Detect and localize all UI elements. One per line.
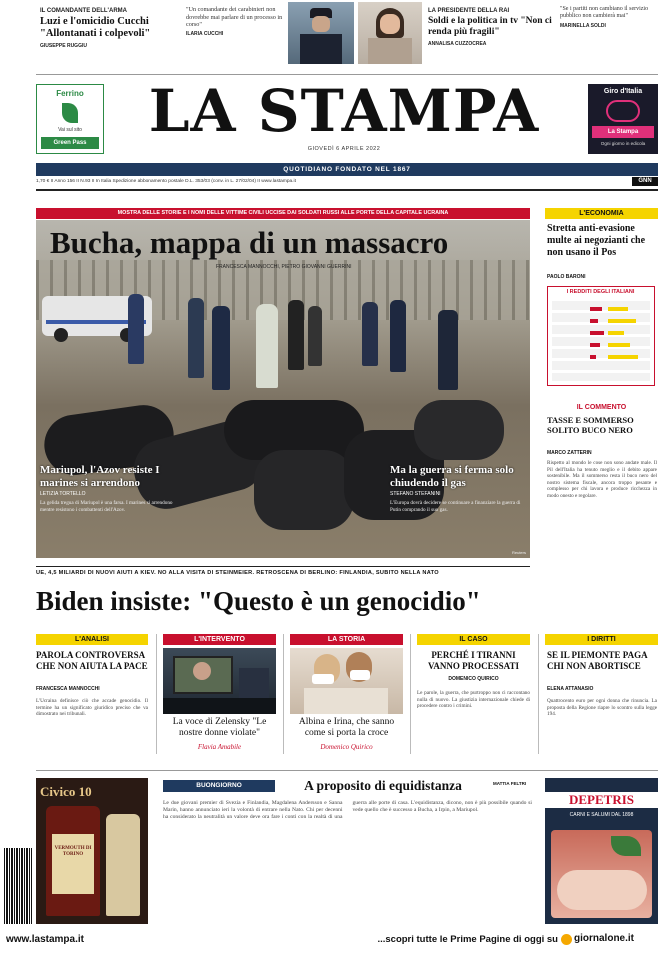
sub-story-author: STEFANO STEFANINI [390,491,441,497]
col4-title[interactable]: PERCHÉ I TIRANNI VANNO PROCESSATI [428,650,519,671]
col5-author: ELENA ATTANASIO [547,686,594,692]
sub-story-text: L'Europa dovrà decidere se continuare a finanziare la guerra di Putin comprando il suo gas. [390,500,521,513]
footer-right-text: ...scopri tutte le Prime Pagine di oggi su [377,934,558,945]
cyclist-icon [606,100,640,122]
top-item-label: IL COMANDANTE DELL'ARMA [40,8,127,14]
divider [36,74,658,75]
sub-story-text: La gelida tregua di Mariupol è una farsa. I marines si arrendono mentre resistono i combattenti dell'Azov. [40,500,173,513]
divider [36,189,658,191]
main-photo[interactable] [36,220,530,558]
col4-author: DOMENICO QUIRICO [448,676,499,682]
sidebar-author: PAOLO BARONI [547,274,586,280]
giornalone-icon [561,934,572,945]
issue-info: 1,70 € II Anno 156 II N.93 II In Italia Spedizione abbonamento postale D.L. 353/03 (conv. in L. 27/02/04) II www.lastampa.it [36,179,296,184]
sidebar-title[interactable]: Stretta anti-evasione multe ai negozianti che non usano il Pos [547,223,646,258]
sirona-bottle [106,814,140,916]
col3-author: Domenico Quirico [320,743,373,751]
top-item-1[interactable] [40,8,180,49]
top-item-4[interactable] [560,6,656,29]
income-chart-rows [552,301,650,381]
col1-text: L'Ucraina definisce ciò che accade genocidio. Il termine ha un significato giuridico preciso che va dimostrato nei tribunali. [36,698,148,718]
col3-label: LA STORIA [290,634,403,645]
divider [410,634,411,754]
buongiorno-title: A proposito di equidistanza [304,778,462,793]
col2-author: Flavia Amabile [197,743,242,751]
col4-text: Le parole, la guerra, che purtroppo non ci raccontano nulla di nuovo. La giustizia internazionale chiede di procedere contro i crimini. [417,690,530,710]
comment-label: IL COMMENTO [545,402,658,413]
leaf-icon [62,103,78,123]
top-item-author: ANNALISA CUZZOCREA [428,41,487,47]
main-byline: FRANCESCA MANNOCCHI, PIETRO GIOVANNI GUERRINI [216,264,352,270]
founded-bar: QUOTIDIANO FONDATO NEL 1867 [36,163,658,176]
col4-label: IL CASO [417,634,530,645]
masthead-date: GIOVEDÌ 6 APRILE 2022 [307,146,381,152]
col2-title[interactable]: La voce di Zelensky "Le nostre donne violate" [172,717,267,738]
footer-brand[interactable]: giornalone.it [574,933,634,944]
top-strip [36,0,658,72]
income-chart-label: I REDDITI DEGLI ITALIANI [566,289,635,295]
barcode [4,848,32,924]
divider [36,566,530,567]
top-item-quote: "Un comandante dei carabinieri non dovrebbe mai parlare di un processo in corso" [186,6,283,29]
buongiorno-author: MATTIA FELTRI [493,781,527,786]
big-headline[interactable]: Biden insiste: "Questo è un genocidio" [36,586,481,616]
depetris-brand: DEPETRIS [545,792,658,808]
left-ad-line: Green Pass [41,137,99,149]
carabiniere-photo [288,2,354,64]
divider [283,634,284,754]
civico-brand: Civico 10 [40,784,92,799]
masthead-title[interactable]: LA STAMPA [148,77,540,145]
left-ad-line2: Vai sul sito [58,127,82,133]
left-ad-box[interactable] [36,84,104,154]
mid-line: UE, 4,5 MILIARDI DI NUOVI AIUTI A KIEV. NO ALLA VISITA DI STEINMEIER. RETROSCENA DI BERLINO: FINLANDIA, SUBITO NELLA NATO [36,570,439,576]
col2-label: L'INTERVENTO [163,634,276,645]
col5-title[interactable]: SE IL PIEMONTE PAGA CHI NON ABORTISCE [547,650,648,671]
sub-story-title: Mariupol, l'Azov resiste I marines si arrendono [40,464,160,489]
top-item-title: Soldi e la politica in tv "Non ci renda più fragili" [428,16,552,37]
sidebar-label: L'ECONOMIA [545,208,658,219]
sub-story-title: Ma la guerra si ferma solo chiudendo il gas [390,464,514,489]
depetris-line: CARNI E SALUMI DAL 1898 [569,812,634,818]
sub-story-author: LETIZIA TORTELLO [40,491,86,497]
right-ad-line2: Ogni giorno in edicola [600,141,646,146]
salami-photo [551,830,652,918]
divider [538,634,539,754]
comment-title[interactable]: TASSE E SOMMERSO SOLITO BUCO NERO [547,415,634,435]
top-item-3[interactable] [428,8,558,47]
left-ad-brand: Ferrino [56,89,84,98]
buongiorno-label: BUONGIORNO [163,780,275,792]
divider [156,634,157,754]
vermouth-bottle [46,806,100,916]
buongiorno-text: Le due giovani premier di Svezia e Finlandia, Magdalena Andersson e Sanna Marin, hanno annunciato ieri la volontà di entrare nella Nato. Chi per decenni ha considerato la neutralità un valore deve ora fare i conti con la realtà di una guerra alle porte di casa. L'equidistanza, dicono, non è più possibile quando si vede quello che è successo a Bucha, a Irpin, a Mariupol. [163,800,532,821]
presidente-rai-photo [358,2,422,64]
col1-label: L'ANALISI [36,634,148,645]
sub-story-2[interactable] [390,464,526,548]
photo-credit: Reuters [511,550,526,555]
comment-text: Rispetto al mondo le cose non sono andate male. Il Pil dell'Italia ha tenuto meglio e il debito appare sostenibile. Ma il sommerso resta il buco nero del nostro sistema fiscale, ancora troppo pesante e complesso per chi lavora e produce ricchezza in modo onesto e regolare. [547,460,657,499]
buongiorno-column[interactable] [163,778,532,926]
civico-line: VERMOUTH DI TORINO [54,846,92,857]
top-item-author: MARINELLA SOLDI [560,22,606,29]
comment-author: MARCO ZATTERIN [547,450,592,456]
right-ad-line: La Stampa [592,126,654,138]
income-chart-box [547,286,655,386]
top-item-title: Luzi e l'omicidio Cucchi "Allontanati i colpevoli" [40,16,151,39]
main-headline[interactable]: Bucha, mappa di un massacro [50,225,449,260]
col3-title[interactable]: Albina e Irina, che sanno come si porta la croce [298,717,395,738]
albina-irina-photo [290,648,403,714]
top-item-label: LA PRESIDENTE DELLA RAI [428,8,510,14]
col5-label: I DIRITTI [545,634,658,645]
gnn-logo: GNN [632,177,658,186]
top-item-author: ILARIA CUCCHI [186,30,224,37]
main-banner: MOSTRA DELLE STORIE E I NOMI DELLE VITTIME CIVILI UCCISE DAI SOLDATI RUSSI ALLE PORTE DELLA CAPITALE UCRAINA [36,208,530,219]
top-item-author: GIUSEPPE RUGGIU [40,43,87,49]
sub-story-1[interactable] [40,464,174,548]
footer-left-link[interactable]: www.lastampa.it [6,934,84,945]
top-item-2[interactable] [186,6,286,37]
col1-author: FRANCESCA MANNOCCHI [36,686,100,692]
col1-title[interactable]: PAROLA CONTROVERSA CHE NON AIUTA LA PACE [36,650,148,671]
right-ad-brand: Giro d'Italia [603,88,643,95]
zelensky-photo [163,648,276,714]
top-item-quote: "Se i partiti non cambiano il servizio pubblico non cambierà mai" [560,6,649,20]
divider [36,770,658,771]
col5-text: Quattrocento euro per ogni donna che rinuncia. La proposta della Regione riapre lo scontro sulla legge 194. [547,698,657,718]
right-ad-box[interactable] [588,84,658,154]
depetris-ad[interactable] [545,778,658,924]
civico-ad[interactable] [36,778,148,924]
